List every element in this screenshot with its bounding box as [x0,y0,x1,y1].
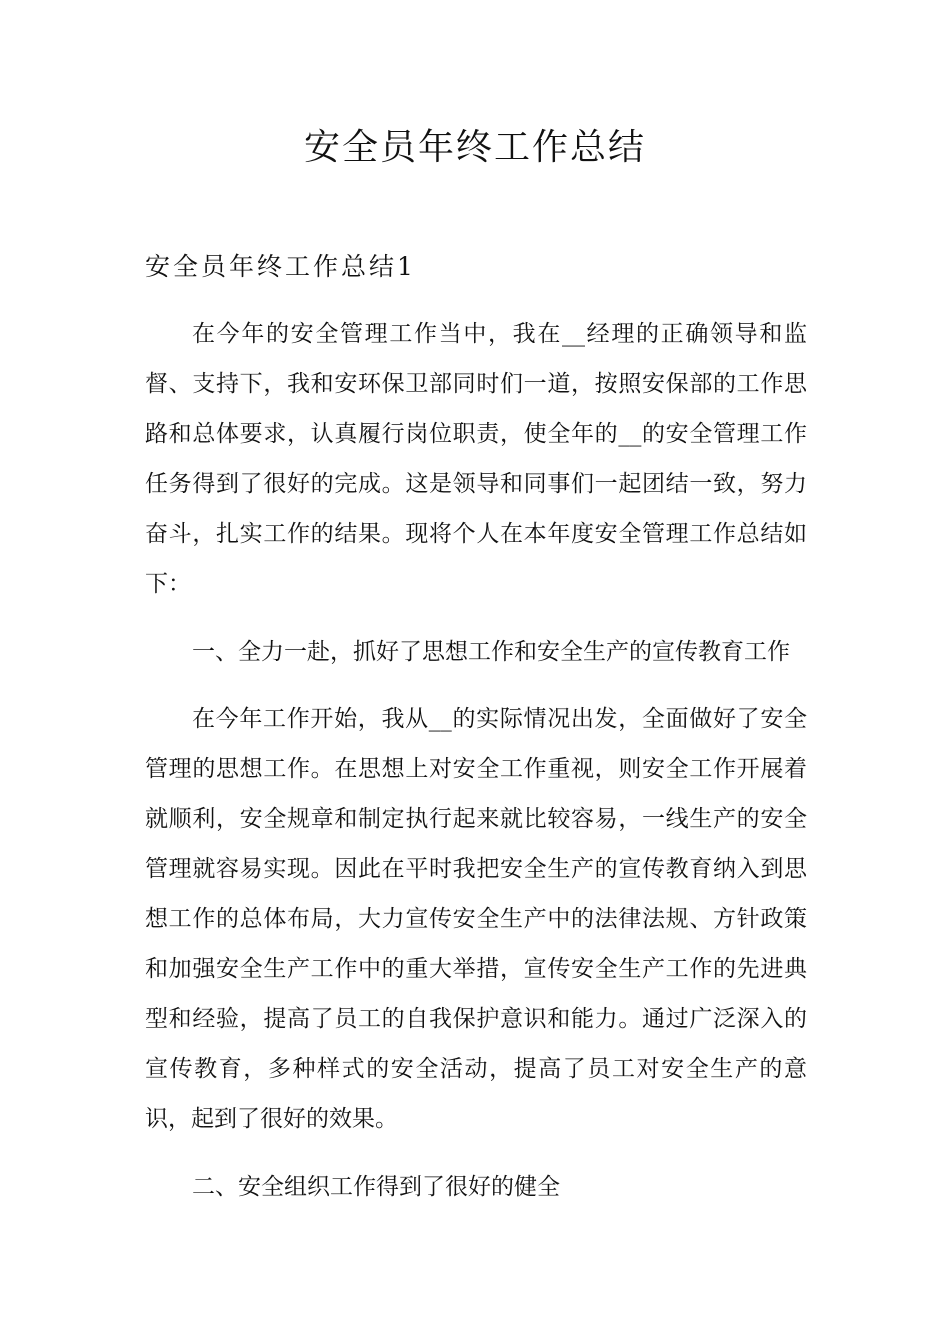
section-title: 安全员年终工作总结1 [145,252,416,281]
subheading-two: 二、安全组织工作得到了很好的健全 [192,1174,560,1200]
paragraph-propaganda: 在今年工作开始，我从__的实际情况出发，全面做好了安全管理的思想工作。在思想上对安全工作重视，则安全工作开展着就顺利，安全规章和制定执行起来就比较容易，一线生产的安全管理就容易实现。因此在平时我把安全生产的宣传教育纳入到思想工作的总体布局，大力宣传安全生产中的法律法规、方针政策和加强安全生产工作中的重大举措，宣传安全生产工作的先进典型和经验，提高了员工的自我保护意识和能力。通过广泛深入的宣传教育，多种样式的安全活动，提高了员工对安全生产的意识，起到了很好的效果。 [145,706,807,1132]
paragraph-intro: 在今年的安全管理工作当中，我在__经理的正确领导和监督、支持下，我和安环保卫部同时们一道，按照安保部的工作思路和总体要求，认真履行岗位职责，使全年的__的安全管理工作任务得到了很好的完成。这是领导和同事们一起团结一致，努力奋斗，扎实工作的结果。现将个人在本年度安全管理工作总结如下： [145,321,807,597]
document-title: 安全员年终工作总结 [303,127,646,168]
subheading-one: 一、全力一赴，抓好了思想工作和安全生产的宣传教育工作 [192,639,790,665]
